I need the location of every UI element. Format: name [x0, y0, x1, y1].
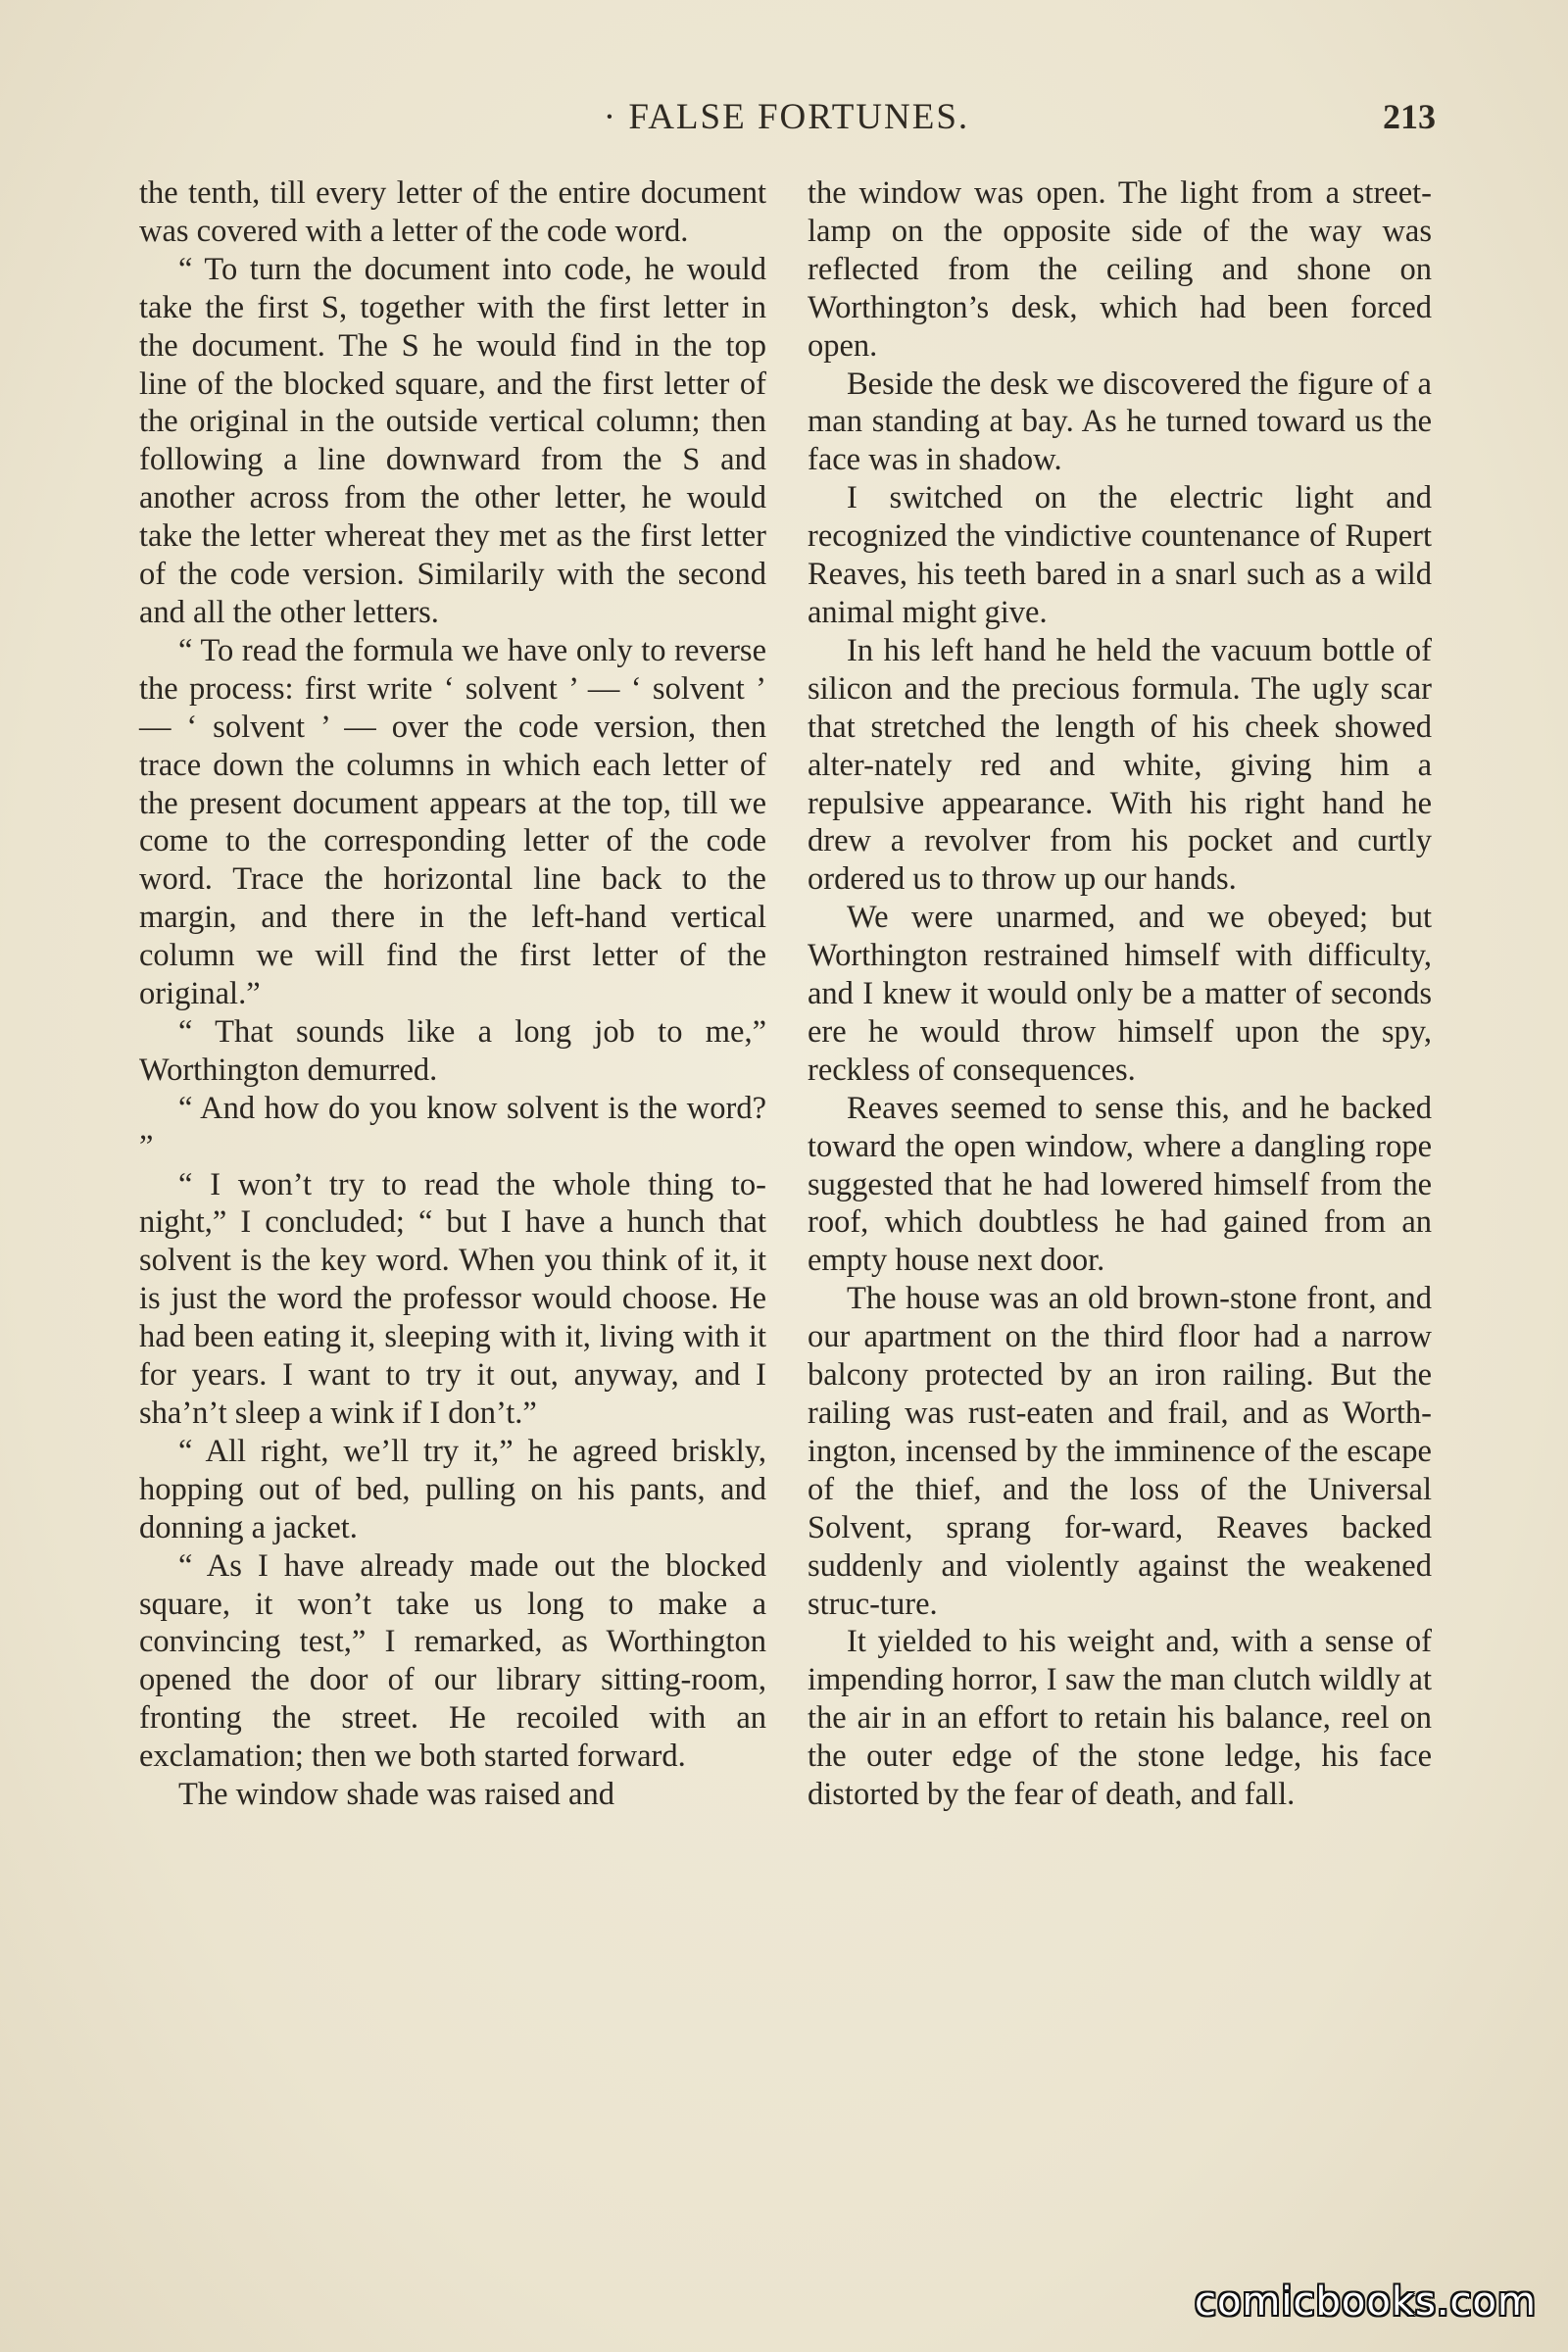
paragraph: “ To turn the document into code, he would take the first S, together with the first letter in the document. The S he would find in the top line of the blocked square, and the first letter of the original in the outside vertical column; then following a line downward from the S and another across from the other letter, he would take the letter whereat they met as the first letter of the code version. Similarily with the second and all the other letters. [139, 251, 766, 630]
paragraph: The window shade was raised and [178, 1777, 614, 1813]
paragraph: the tenth, till every letter of the entire document was covered with a letter of the code word. [139, 175, 766, 249]
paragraph: Reaves seemed to sense this, and he backed toward the open window, where a dangling rope suggested that he had lowered himself from the roof, which doubtless he had gained from an empty house next door. [808, 1090, 1432, 1279]
paragraph: In his left hand he held the vacuum bottle of silicon and the precious formula. The ugly scar that stretched the length of his cheek showed alter-nately red and white, giving him a repulsive appearance. With his right hand he drew a revolver from his pocket and curtly ordered us to throw up our hands. [808, 632, 1432, 898]
paragraph: The house was an old brown-stone front, and our apartment on the third floor had a narrow balcony protected by an iron railing. But the railing was rust-eaten and frail, and as Worth-ington, incensed by the imminence of the escape of the thief, and the loss of the Universal Solvent, sprang for-ward, Reaves backed suddenly and violently against the weakened struc-ture. [808, 1281, 1432, 1622]
paragraph: “ To read the formula we have only to reverse the process: first write ‘ solvent ’ — ‘ solvent ’ — ‘ solvent ’ — over the code version, then trace down the columns in which each letter of the present document appears at the top, till we come to the corresponding letter of the code word. Trace the horizontal line back to the margin, and there in the left-hand vertical column we will find the first letter of the original.” [139, 632, 766, 1012]
left-column [139, 174, 766, 1814]
running-head [137, 96, 1436, 145]
page-number: 213 [1383, 97, 1436, 136]
site-watermark: comicbooks.com [1194, 2279, 1537, 2325]
paragraph: the window was open. The light from a street-lamp on the opposite side of the way was reflected from the ceiling and shone on Worthington’s desk, which had been forced open. [808, 175, 1432, 364]
paragraph: “ As I have already made out the blocked square, it won’t take us long to make a convincing test,” I remarked, as Worthington opened the door of our library sitting-room, fronting the street. He recoiled with an exclamation; then we both started forward. [139, 1547, 766, 1775]
paragraph: “ I won’t try to read the whole thing to-night,” I concluded; “ but I have a hunch that solvent is the key word. When you think of it, it is just the word the professor would choose. He had been eating it, sleeping with it, living with it for years. I want to try it out, anyway, and I sha’n’t sleep a wink if I don’t.” [139, 1166, 766, 1431]
right-column [808, 174, 1432, 1814]
paragraph: “ All right, we’ll try it,” he agreed briskly, hopping out of bed, pulling on his pants, and donning a jacket. [139, 1433, 766, 1545]
paragraph: It yielded to his weight and, with a sense of impending horror, I saw the man clutch wildly at the air in an effort to retain his balance, reel on the outer edge of the stone ledge, his face distorted by the fear of death, and fall. [808, 1624, 1432, 1813]
paragraph: I switched on the electric light and recognized the vindictive countenance of Rupert Reaves, his teeth bared in a snarl such as a wild animal might give. [808, 480, 1432, 630]
paragraph: Beside the desk we discovered the figure of a man standing at bay. As he turned toward us the face was in shadow. [808, 366, 1432, 478]
running-title: · FALSE FORTUNES. [603, 97, 970, 137]
paragraph: “ And how do you know solvent is the word? ” [139, 1090, 766, 1164]
paragraph: “ That sounds like a long job to me,” Worthington demurred. [139, 1013, 766, 1088]
paragraph: We were unarmed, and we obeyed; but Worthington restrained himself with difficulty, and I knew it would only be a matter of seconds ere he would throw himself upon the spy, reckless of consequences. [808, 900, 1432, 1088]
